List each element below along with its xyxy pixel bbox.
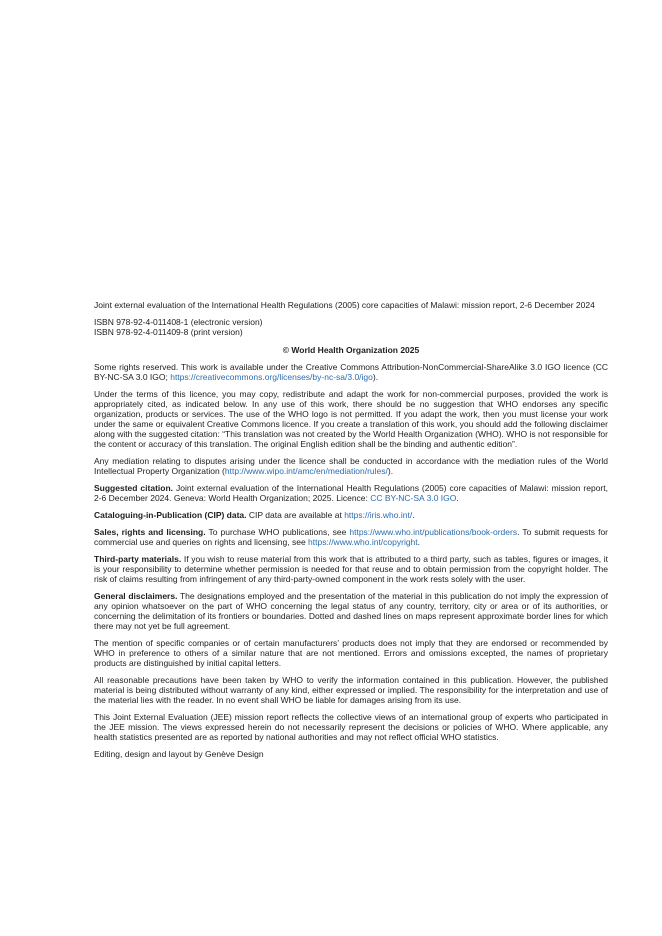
citation-text: Joint external evaluation of the International Health Regulations (2005) core capacities of Malawi: mission report, 2-6 December 2024. Geneva: World Health Organization; 2025. Licence: bbox=[94, 483, 608, 503]
sales-end: . bbox=[417, 537, 421, 547]
sales-mid: . To submit requests for commercial use and queries on rights and licensing, see bbox=[94, 527, 608, 547]
publication-title: Joint external evaluation of the International Health Regulations (2005) core capacities of Malawi: mission report, 2-6 December 2024 bbox=[94, 300, 595, 310]
disclaimers-lead: General disclaimers. bbox=[94, 591, 178, 601]
sales-paragraph bbox=[94, 527, 608, 547]
jee-note-paragraph: This Joint External Evaluation (JEE) mission report reflects the collective views of an international group of experts who participated in the JEE mission. The views expressed herein do not necessarily represent the decisions or policies of WHO. Where applicable, any health statistics presented are as reported by national authorities and may not reflect official WHO statistics. bbox=[94, 712, 608, 742]
copyright-page bbox=[94, 300, 608, 766]
precautions-paragraph: All reasonable precautions have been taken by WHO to verify the information contained in this publication. However, the published material is being distributed without warranty of any kind, either expressed or implied. The responsibility for the interpretation and use of the material lies with the reader. In no event shall WHO be liable for damages arising from its use. bbox=[94, 675, 608, 705]
citation-paragraph bbox=[94, 483, 608, 503]
cip-lead: Cataloguing-in-Publication (CIP) data. bbox=[94, 510, 247, 520]
cip-paragraph bbox=[94, 510, 608, 520]
mediation-text: Any mediation relating to disputes arising under the licence shall be conducted in accordance with the mediation rules of the World Intellectual Property Organization ( bbox=[94, 456, 608, 476]
wipo-mediation-link[interactable]: http://www.wipo.int/amc/en/mediation/rules/ bbox=[224, 466, 388, 476]
sales-text: To purchase WHO publications, see bbox=[205, 527, 350, 537]
third-party-paragraph bbox=[94, 554, 608, 584]
disclaimers-paragraph bbox=[94, 591, 608, 631]
cc-licence-link[interactable]: https://creativecommons.org/licenses/by-nc-sa/3.0/igo bbox=[170, 372, 373, 382]
copyright-line: © World Health Organization 2025 bbox=[282, 345, 420, 355]
third-party-lead: Third-party materials. bbox=[94, 554, 182, 564]
rights-paragraph bbox=[94, 362, 608, 382]
cip-text: CIP data are available at bbox=[246, 510, 345, 520]
citation-licence-link[interactable]: CC BY-NC-SA 3.0 IGO bbox=[370, 493, 457, 503]
mediation-paragraph bbox=[94, 456, 608, 476]
isbn-print: ISBN 978-92-4-011409-8 (print version) bbox=[94, 327, 243, 337]
iris-link[interactable]: https://iris.who.int/ bbox=[344, 510, 413, 520]
disclaimers-text: The designations employed and the presentation of the material in this publication do not imply the expression of any opinion whatsoever on the part of WHO concerning the legal status of any country, territory, city or area or of its authorities, or concerning the delimitation of its frontiers or boundaries. Dotted and dashed lines on maps represent approximate border lines for which there may not yet be full agreement. bbox=[94, 591, 608, 631]
isbn-block bbox=[94, 317, 608, 337]
credits-line: Editing, design and layout by Genève Design bbox=[94, 749, 264, 759]
mention-paragraph: The mention of specific companies or of certain manufacturers’ products does not imply that they are endorsed or recommended by WHO in preference to others of a similar nature that are not mentioned. Errors and omissions excepted, the names of proprietary products are distinguished by initial capital letters. bbox=[94, 638, 608, 668]
cip-end: . bbox=[412, 510, 415, 520]
copyright-link[interactable]: https://www.who.int/copyright bbox=[308, 537, 418, 547]
third-party-text: If you wish to reuse material from this work that is attributed to a third party, such as tables, figures or images, it is your responsibility to determine whether permission is needed for that reuse and to obtain permission from the copyright holder. The risk of claims resulting from infringement of any third-party-owned component in the work rests solely with the user. bbox=[94, 554, 608, 584]
sales-lead: Sales, rights and licensing. bbox=[94, 527, 206, 537]
isbn-electronic: ISBN 978-92-4-011408-1 (electronic version) bbox=[94, 317, 263, 327]
rights-text: Some rights reserved. This work is available under the Creative Commons Attribution-NonCommercial-ShareAlike 3.0 IGO licence (CC BY-NC-SA 3.0 IGO; bbox=[94, 362, 608, 382]
licence-terms-paragraph: Under the terms of this licence, you may copy, redistribute and adapt the work for non-commercial purposes, provided the work is appropriately cited, as indicated below. In any use of this work, there should be no suggestion that WHO endorses any specific organization, products or services. The use of the WHO logo is not permitted. If you adapt the work, then you must license your work under the same or equivalent Creative Commons licence. If you create a translation of this work, you should add the following disclaimer along with the suggested citation: “This translation was not created by the World Health Organization (WHO). WHO is not responsible for the content or accuracy of this translation. The original English edition shall be the binding and authentic edition”. bbox=[94, 389, 608, 449]
citation-end: . bbox=[456, 493, 459, 503]
book-orders-link[interactable]: https://www.who.int/publications/book-orders bbox=[349, 527, 518, 537]
citation-lead: Suggested citation. bbox=[94, 483, 174, 493]
rights-end: ). bbox=[372, 372, 379, 382]
mediation-end: ). bbox=[387, 466, 394, 476]
